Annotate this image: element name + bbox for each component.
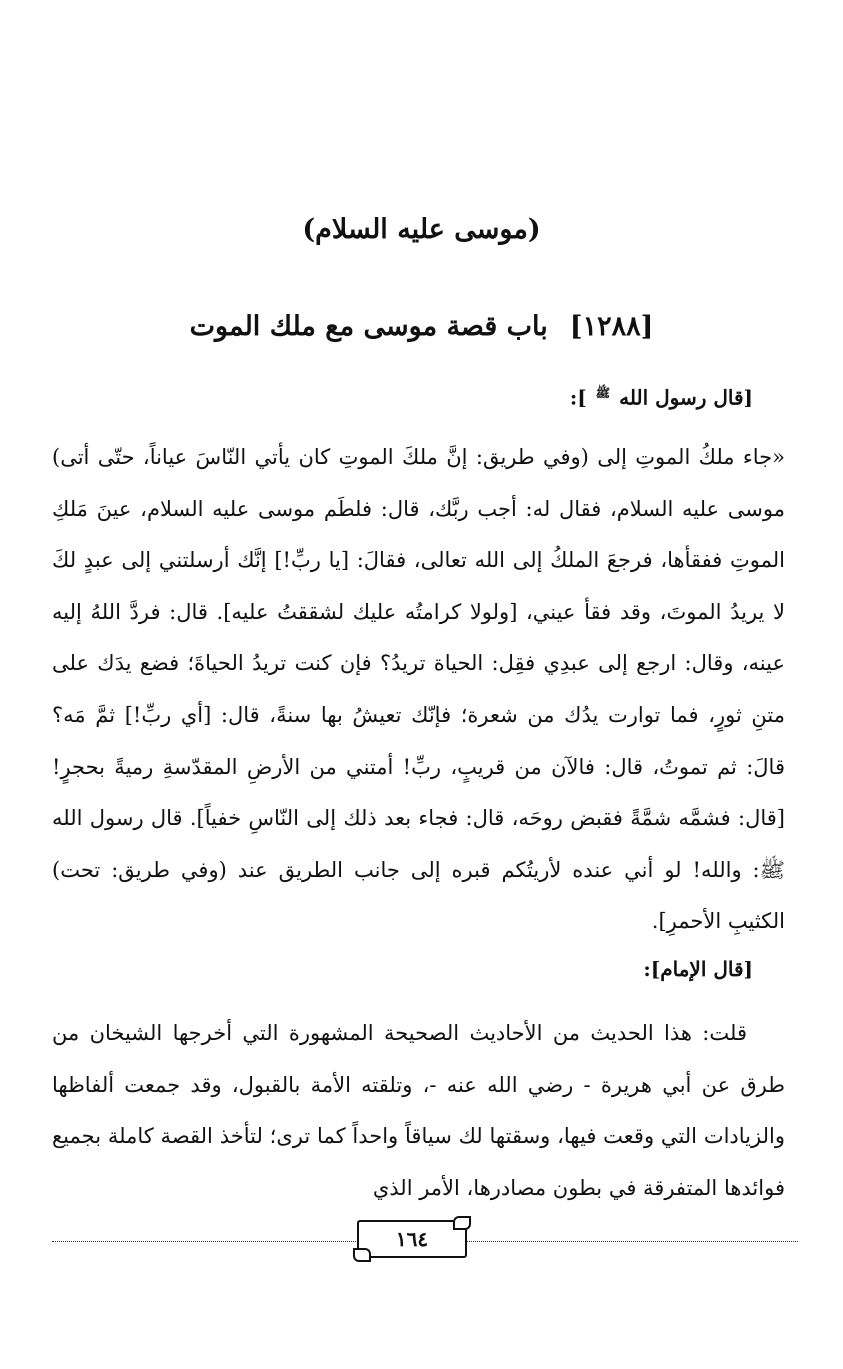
hadith-paragraph: «جاء ملكُ الموتِ إلى (وفي طريق: إنَّ ملكَ الموتِ كان يأتي النّاسَ عياناً، حتّى أتى) موسى عليه السلام، فقال له: أجب ربَّك، قال: فلطَم موسى عليه السلام، عينَ مَلكِ الموتِ ففقأها، فرجعَ الملكُ إلى الله تعالى، فقالَ: [يا ربِّ!] إنَّك أرسلتني إلى عبدٍ لكَ لا يريدُ الموتَ، وقد فقأ عيني، [ولولا كرامتُه عليك لشققتُ عليه]. قال: فردَّ اللهُ إليه عينه، وقال: ارجع إلى عبدِي فقِل: الحياة تريدُ؟ فإن كنت تريدُ الحياةَ؛ فضع يدَك على متنِ ثورٍ، فما توارت يدُك من شعرة؛ فإنّك تعيشُ بها سنةً، قال: [أي ربِّ!] ثمَّ مَه؟ قالَ: ثم تموتُ، قال: فالآن من قريبٍ، ربِّ! أمتني من الأرضِ المقدّسةِ رميةً بحجرٍ! [قال: فشمَّه شمَّةً فقبض روحَه، قال: فجاء بعد ذلك إلى النّاسِ خفياً]. قال رسول الله ﷺ: والله! لو أني عنده لأريتُكم قبره إلى جانب الطريق عند (وفي طريق: تحت) الكثيبِ الأحمرِ]. <box>52 445 785 934</box>
speaker-prefix: [قال رسول الله <box>619 385 753 410</box>
chapter-title: (موسى عليه السلام) <box>302 214 541 245</box>
commentary-paragraph: قلت: هذا الحديث من الأحاديث الصحيحة المشهورة التي أخرجها الشيخان من طرق عن أبي هريرة - رضي الله عنه -، وتلقته الأمة بالقبول، وقد جمعت ألفاظها والزيادات التي وقعت فيها، وسقتها لك سياقاً واحداً كما ترى؛ لتأخذ القصة كاملة بجميع فوائدها المتفرقة في بطون مصادرها، الأمر الذي <box>52 1021 785 1200</box>
speaker-label-prophet <box>570 376 753 415</box>
speaker-suffix: ]: <box>569 385 587 410</box>
page-number: ١٦٤ <box>395 1227 429 1251</box>
section-heading <box>0 305 843 349</box>
section-title: باب قصة موسى مع ملك الموت <box>189 311 548 342</box>
speaker-label-imam: [قال الإمام]: <box>643 957 753 981</box>
hadith-number: [١٢٨٨] <box>569 311 654 342</box>
page-number-frame <box>357 1220 467 1258</box>
salawat-glyph: ﷺ <box>595 386 611 400</box>
page-footer <box>52 1220 798 1264</box>
